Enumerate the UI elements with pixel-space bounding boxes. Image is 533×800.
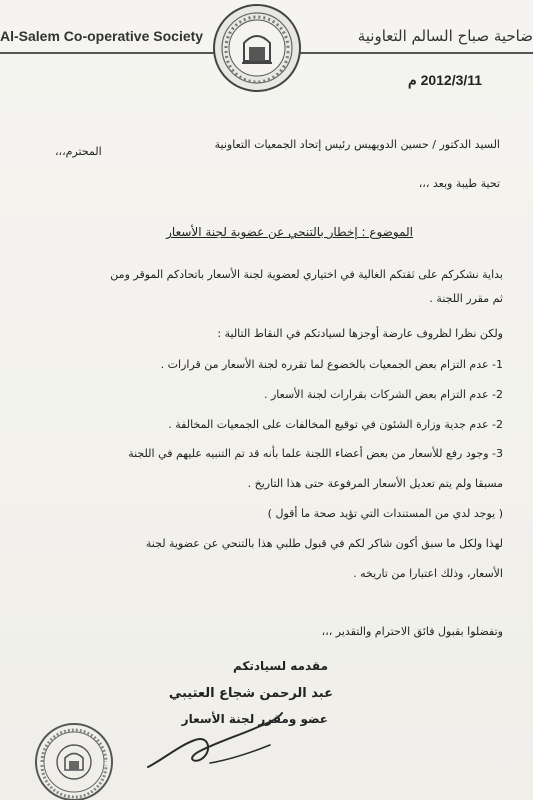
signer-title: عضو ومقرر لجنة الأسعار (181, 712, 328, 726)
society-logo-icon (212, 3, 302, 93)
addressee-line: السيد الدكتور / حسين الدويهيس رئيس إتحاد الجمعيات التعاونية (214, 138, 500, 151)
closing-line: وتفضلوا بقبول فائق الاحترام والتقدير ،،، (321, 625, 503, 638)
subject-line: الموضوع : إخطار بالتنحي عن عضوية لجنة الأسعار (166, 225, 413, 239)
org-name-arabic: ضاحية صباح السالم التعاونية (357, 27, 533, 45)
handwritten-signature (140, 705, 285, 785)
point-4-line-2: مسبقا ولم يتم تعديل الأسعار المرفوعة حتى هذا التاريخ . (247, 477, 503, 490)
signer-name: عبد الرحمن شجاع العتيبي (168, 686, 333, 701)
conclusion-line-1: لهذا ولكل ما سبق أكون شاكر لكم في قبول طلبي هذا بالتنحي عن عضوية لجنة (145, 537, 503, 550)
honorific: المحترم،،، (55, 145, 102, 158)
letter-date: 2012/3/11 م (408, 72, 483, 88)
points-lead: ولكن نظرا لظروف عارضة أوجزها لسيادتكم في النقاط التالية : (217, 327, 503, 340)
greeting: تحية طيبة وبعد ،،، (418, 177, 500, 190)
evidence-note: ( يوجد لدي من المستندات التي تؤيد صحة ما أقول ) (267, 507, 503, 520)
intro-line-1: بداية نشكركم على ثقتكم الغالية في اختياري لعضوية لجنة الأسعار باتحادكم الموقر ومن (110, 268, 503, 281)
signature-line-1: مقدمه لسيادتكم (232, 659, 328, 673)
point-2: 2- عدم التزام بعض الشركات بقرارات لجنة الأسعار . (264, 388, 503, 401)
point-3: 2- عدم جدية وزارة الشئون في توقيع المخالفات على الجمعيات المخالفة . (168, 418, 503, 431)
org-name-english: Al-Salem Co-operative Society (0, 28, 204, 44)
conclusion-line-2: الأسعار، وذلك اعتبارا من تاريخه . (353, 567, 503, 580)
point-4-line-1: 3- وجود رفع للأسعار من بعض أعضاء اللجنة علما بأنه قد تم التنبيه عليهم في اللجنة (128, 447, 503, 460)
official-stamp-icon (32, 720, 116, 800)
intro-line-2: ثم مقرر اللجنة . (429, 292, 503, 305)
point-1: 1- عدم التزام بعض الجمعيات بالخضوع لما تقرره لجنة الأسعار من قرارات . (160, 358, 503, 371)
